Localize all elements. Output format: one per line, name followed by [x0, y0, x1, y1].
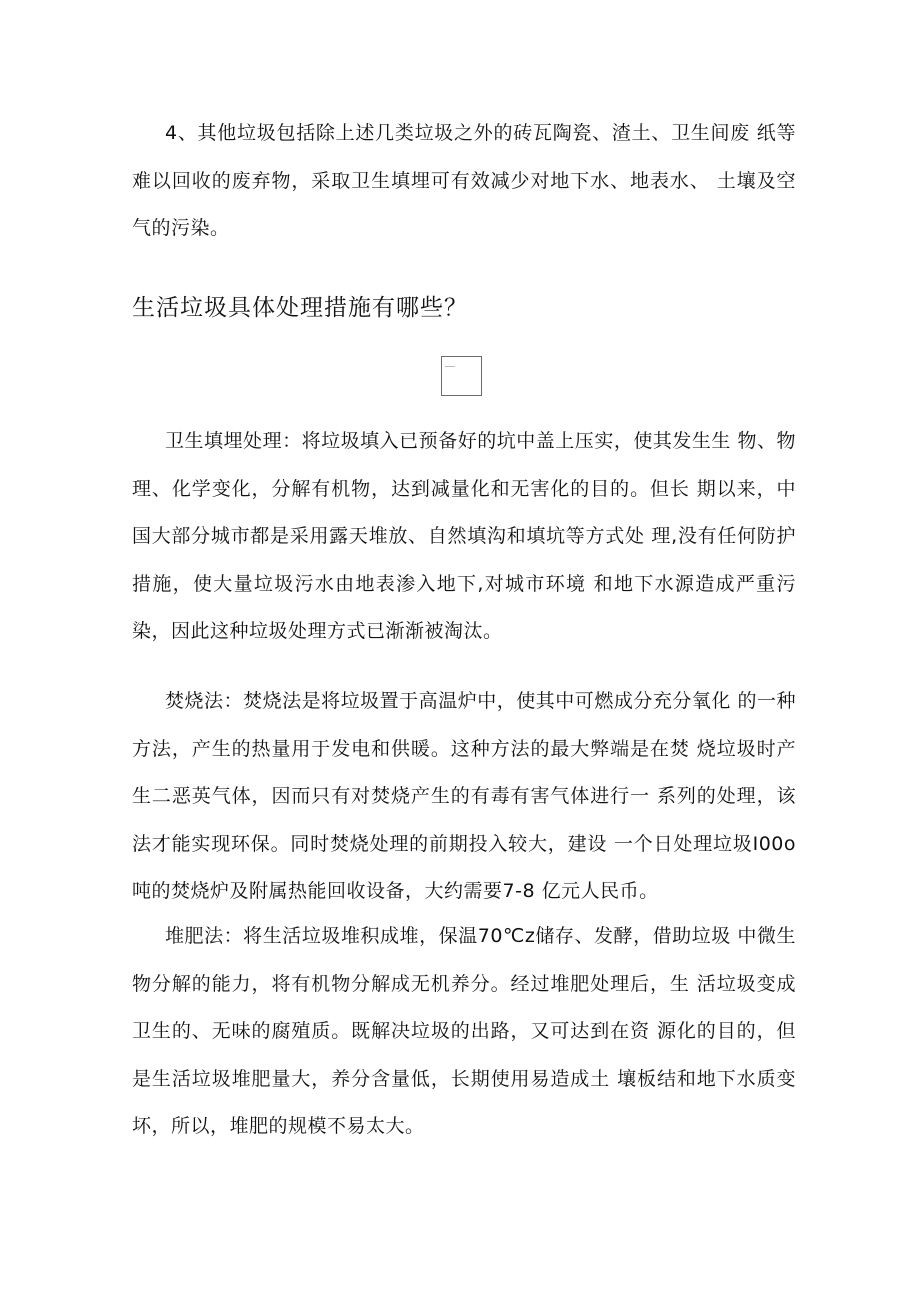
- paragraph-other-waste: 4、其他垃圾包括除上述几类垃圾之外的砖瓦陶瓷、渣土、卫生间废 纸等难以回收的废弃物，采取卫生填埋可有效减少对地下水、地表水、 土壤及空气的污染。: [132, 122, 796, 239]
- broken-image-icon: [441, 356, 482, 396]
- section-heading: 生活垃圾具体处理措施有哪些？: [132, 295, 468, 321]
- paragraph-composting: 堆肥法：将生活垃圾堆积成堆，保温70℃z储存、发酵，借助垃圾 中微生物分解的能力，将有机物分解成无机养分。经过堆肥处理后，生 活垃圾变成卫生的、无味的腐殖质。既解决垃圾的出路，又可达到在资 源化的目的，但是生活垃圾堆肥量大，养分含量低，长期使用易造成土 壤板结和地下水质变坏，所以，堆肥的规模不易太大。: [132, 925, 796, 1137]
- paragraph-landfill: 卫生填埋处理：将垃圾填入已预备好的坑中盖上压实，使其发生生 物、物理、化学变化，分解有机物，达到减量化和无害化的目的。但长 期以来，中国大部分城市都是采用露天堆放、自然填沟和填坑等方式处 理,没有任何防护措施，使大量垃圾污水由地表渗入地下,对城市环境 和地下水源造成严重污染，因此这种垃圾处理方式已渐渐被淘汰。: [132, 430, 796, 642]
- image-placeholder-mark: [445, 360, 455, 367]
- paragraph-incineration: 焚烧法：焚烧法是将垃圾置于高温炉中，使其中可燃成分充分氧化 的一种方法，产生的热量用于发电和供暖。这种方法的最大弊端是在焚 烧垃圾时产生二恶英气体，因而只有对焚烧产生的有毒有害气体进行一 系列的处理，该法才能实现环保。同时焚烧处理的前期投入较大，建设 一个日处理垃圾I00o吨的焚烧炉及附属热能回收设备，大约需要7-8 亿元人民币。: [132, 690, 796, 902]
